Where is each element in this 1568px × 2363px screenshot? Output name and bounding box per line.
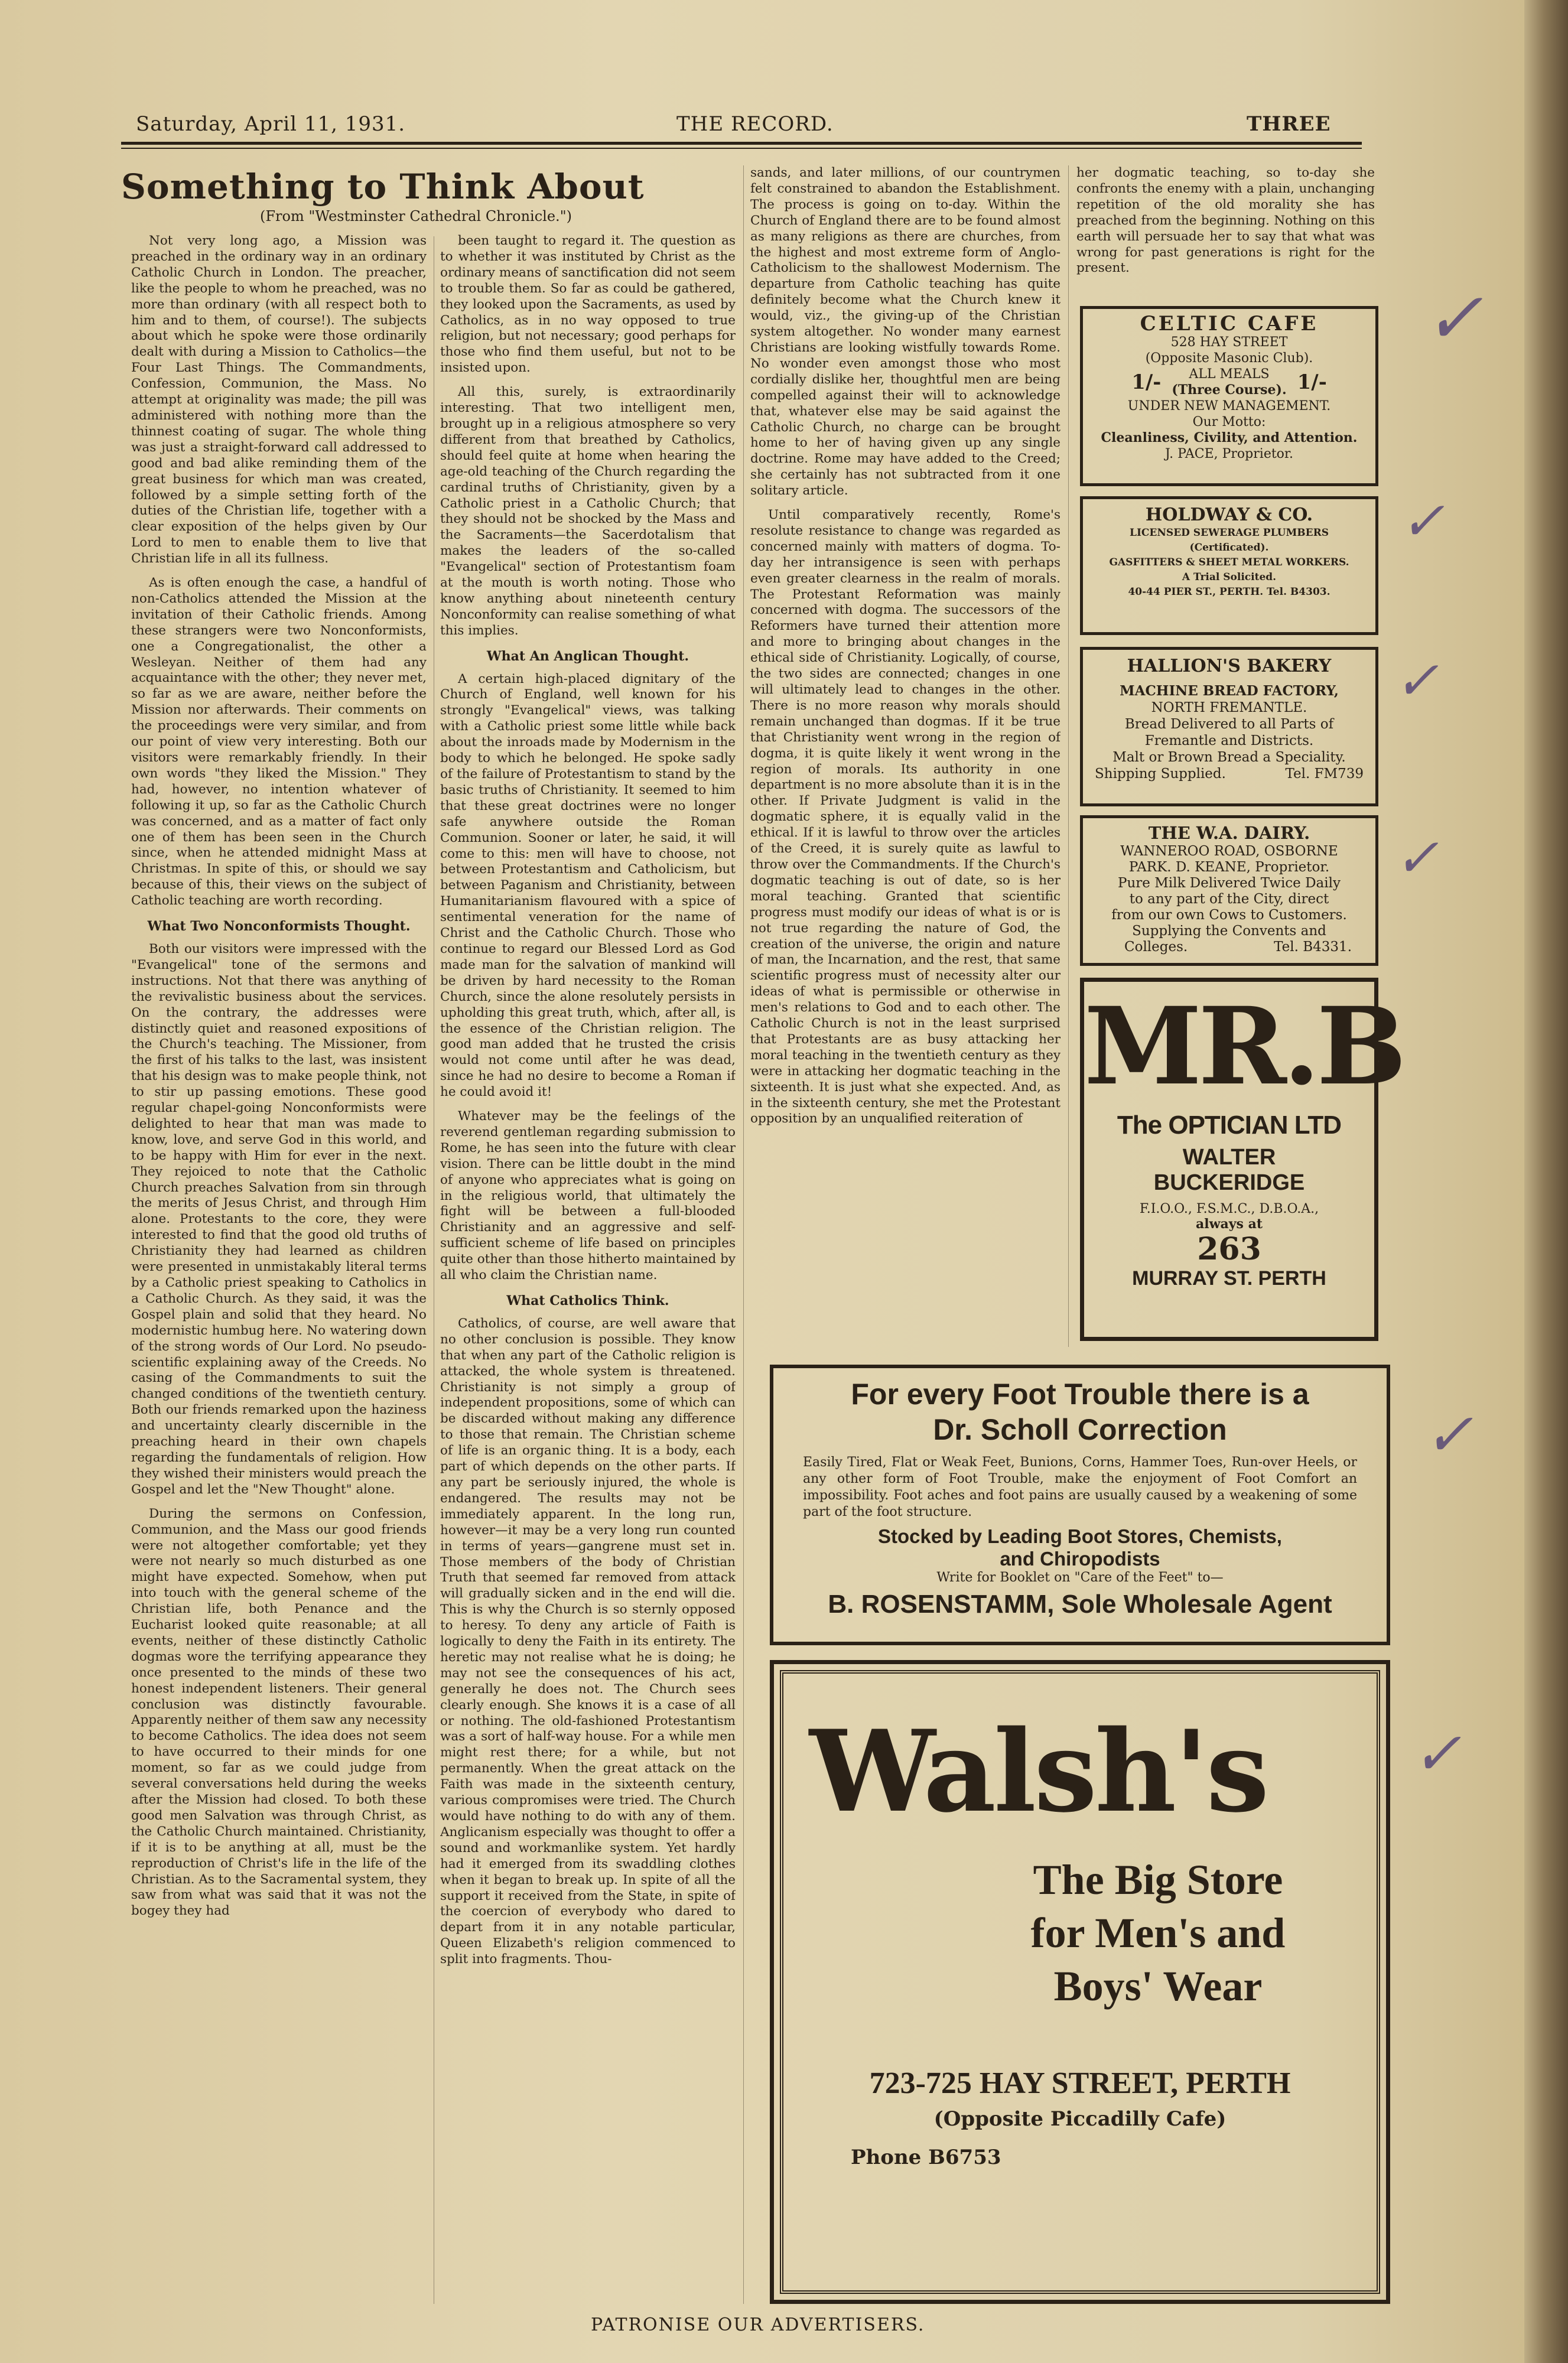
- pencil-check-mark: ✓: [1424, 1400, 1473, 1469]
- ad-line: (Opposite Piccadilly Cafe): [933, 2107, 1227, 2131]
- header-rule-thin: [121, 148, 1362, 149]
- ad-line: WALTER: [1182, 1145, 1276, 1170]
- ad-phone: Tel. B4331.: [1274, 939, 1352, 955]
- ad-price: 1/-: [1297, 370, 1327, 394]
- ad-line: MURRAY ST. PERTH: [1132, 1267, 1326, 1290]
- article-column-4: [1076, 165, 1375, 298]
- section-heading: What Two Nonconformists Thought.: [147, 919, 411, 935]
- issue-date: Saturday, April 11, 1931.: [136, 112, 406, 136]
- column-divider: [1068, 165, 1069, 1347]
- ad-line: Shipping Supplied.: [1095, 766, 1226, 782]
- ad-line: to any part of the City, direct: [1129, 891, 1329, 907]
- ad-line: Pure Milk Delivered Twice Daily: [1118, 875, 1341, 891]
- article-source: (From "Westminster Cathedral Chronicle."): [260, 208, 572, 224]
- ad-line: The Big Store: [1033, 1856, 1283, 1903]
- article-title: Something to Think About: [121, 167, 645, 207]
- ad-mr-b-optician: [1080, 978, 1403, 1341]
- ad-dr-scholl: [770, 1365, 1390, 1645]
- ad-walshs: [770, 1660, 1390, 2304]
- ad-line: 263: [1197, 1231, 1261, 1267]
- ad-line: PARK. D. KEANE, Proprietor.: [1128, 860, 1330, 875]
- paragraph: been taught to regard it. The question as to whether it was instituted by Christ as the ordinary means of sanctification did not seem to trouble them. So far as could be gathered, they looked upon the Sacraments, as used by Catholics, as in no way opposed to true religion, but not necessary; good perhaps for those who find them useful, but not to be insisted upon.: [440, 233, 736, 376]
- paragraph: As is often enough the case, a handful of non-Catholics attended the Mission at the invitation of their Catholic friends. Among these strangers were two Nonconformists, one a Congregationalist, the other a Wesleyan. Neither of them had any acquaintance with the other; they never met, so far as we are aware, neither before the Mission nor afterwards. Their comments on the proceedings were very similar, and from our point of view very interesting. Both our visitors were remarkably friendly. In their own words "they liked the Mission." They had, however, no intention whatever of following it up, so far as the Catholic Church was concerned, and as a matter of fact only one of them has been seen in the Church since, when he attended midnight Mass at Christmas. In spite of this, or should we say because of this, their views on the subject of Catholic teaching are worth recording.: [131, 575, 427, 909]
- ad-line: (Three Course).: [1172, 382, 1287, 398]
- pencil-check-mark: ✓: [1394, 827, 1439, 889]
- paragraph: Not very long ago, a Mission was preached in the ordinary way in an ordinary Catholic Church in London. The preacher, like the people to whom he preached, was no more than ordinary (with all respect both to him and to them, of course!). The subjects about which he spoke were those ordinarily dealt with during a Mission to Catholics—the Four Last Things. The Commandments, Confession, Communion, the Mass. No attempt at originality was made; the pill was administered with nothing more than the thinnest coating of sugar. The whole thing was just a straight-forward call addressed to good and bad alike reminding them of the great business for which man was created, followed by a simple setting forth of the duties of the Christian life, together with a clear exposition of the helps given by Our Lord to men to enable them to live that Christian life in all its fullness.: [131, 233, 427, 567]
- ad-line: F.I.O.O., F.S.M.C., D.B.O.A.,: [1139, 1202, 1319, 1216]
- ad-title: For every Foot Trouble there is a: [851, 1378, 1309, 1411]
- article-column-3: [750, 165, 1060, 1356]
- header-rule: [121, 142, 1362, 145]
- paragraph: Whatever may be the feelings of the reverend gentleman regarding submission to Rome, he has seen into the future with clear vision. There can be little doubt in the mind of anyone who appreciates what is going on in the religious world, that ultimately the fight will be between a full-blooded Christianity and an aggressive and self-sufficient scheme of life based on principles quite other than those hitherto maintained by all who claim the Christian name.: [440, 1109, 736, 1283]
- ad-title: HOLDWAY & CO.: [1145, 505, 1313, 525]
- ad-line: GASFITTERS & SHEET METAL WORKERS.: [1109, 556, 1349, 568]
- paragraph: During the sermons on Confession, Communion, and the Mass our good friends were not altogether comfortable; yet they were not nearly so much disturbed as one might have expected. Somehow, when put into touch with the general scheme of the Christian life, both Penance and the Eucharist looked quite reasonable; at all events, neither of these distinctly Catholic dogmas wore the terrifying appearance they once presented to the minds of these two honest independent listeners. Their general conclusion was distinctly favourable. Apparently neither of them saw any necessity to become Catholics. The idea does not seem to have occurred to their minds for one moment, so far as we could judge from several conversations held during the weeks after the Mission had closed. To both these good men Salvation was through Christ, as the Catholic Church maintained. Christianity, if it is to be anything at all, must be the reproduction of Christ's life in the life of the Christian. As to the Sacramental system, they saw from what was said that it was not the bogey they had: [131, 1506, 427, 1919]
- ad-line: BUCKERIDGE: [1153, 1170, 1305, 1195]
- ad-line: ALL MEALS: [1189, 367, 1270, 382]
- ad-wa-dairy: [1080, 815, 1378, 966]
- page-number: THREE: [1247, 112, 1331, 136]
- ad-line: Our Motto:: [1192, 415, 1266, 429]
- pencil-check-mark: ✓: [1412, 1719, 1462, 1788]
- ad-line: NORTH FREMANTLE.: [1151, 700, 1307, 715]
- ad-line: 40-44 PIER ST., PERTH. Tel. B4303.: [1128, 586, 1330, 598]
- ad-holdway: [1080, 496, 1378, 635]
- paragraph: sands, and later millions, of our countrymen felt constrained to abandon the Establishment. The process is going on to-day. Within the Church of England there are to be found almost as many religions as there are churches, from the highest and most extreme form of Anglo-Catholicism to the shallowest Modernism. The departure from Catholic teaching has quite definitely become what the Church knew it would, viz., the giving-up of the Christian system altogether. No wonder many earnest Christians are looking wistfully towards Rome. No wonder even amongst those who most cordially dislike her, thoughtful men are being compelled against their will to acknowledge that, whatever else may be said against the Catholic Church, no charge can be brought home to her of having given up any single doctrine. Rome may have added to the Creed; she certainly has not subtracted from it one solitary article.: [750, 165, 1060, 499]
- ad-line: Cleanliness, Civility, and Attention.: [1101, 430, 1358, 445]
- ad-line: (Certificated).: [1189, 542, 1269, 554]
- page-footer: PATRONISE OUR ADVERTISERS.: [591, 2315, 925, 2335]
- ad-title: THE W.A. DAIRY.: [1148, 823, 1310, 843]
- pencil-check-mark: ✓: [1400, 490, 1445, 552]
- ad-line: UNDER NEW MANAGEMENT.: [1127, 399, 1331, 414]
- ad-line: A Trial Solicited.: [1182, 571, 1277, 583]
- ad-line: B. ROSENSTAMM, Sole Wholesale Agent: [828, 1590, 1332, 1619]
- ad-line: J. PACE, Proprietor.: [1164, 447, 1294, 461]
- ad-line: Bread Delivered to all Parts of: [1124, 717, 1334, 732]
- article-column-1: [131, 233, 427, 2304]
- ad-body: Easily Tired, Flat or Weak Feet, Bunions, Corns, Hammer Toes, Run-over Heels, or any other form of Foot Trouble, make the enjoyment of Foot Comfort an impossibility. Foot aches and foot pains are usually caused by a weakening of some part of the foot structure.: [803, 1455, 1357, 1519]
- ad-logo-text: Walsh's: [809, 1705, 1267, 1837]
- ad-slogan: [1010, 1853, 1306, 2013]
- section-heading: What An Anglican Thought.: [486, 648, 689, 664]
- ad-phone: Tel. FM739: [1285, 766, 1364, 782]
- ad-line: The OPTICIAN LTD: [1117, 1111, 1342, 1140]
- paragraph: All this, surely, is extraordinarily interesting. That two intelligent men, brought up in a religious atmosphere so very different from that breathed by Catholics, should feel quite at home when hearing the age-old teaching of the Church regarding the cardinal truths of Christianity, given by a Catholic priest in a Catholic Church; that they should not be shocked by the Mass and the Sacraments—the Sacerdotalism that makes the leaders of the so-called "Evangelical" section of Protestantism foam at the mouth is worth noting. Those who know anything about nineteenth century Nonconformity can realise something of what this implies.: [440, 385, 736, 638]
- paragraph: her dogmatic teaching, so to-day she confronts the enemy with a plain, unchanging repetition of the old morality she has preached from the beginning. Nothing on this earth will persuade her to say that what was wrong for past generations is right for the present.: [1076, 165, 1375, 276]
- ad-line: for Men's and: [1030, 1909, 1286, 1957]
- ad-title: CELTIC CAFE: [1140, 312, 1319, 336]
- pencil-check-mark: ✓: [1394, 650, 1439, 712]
- paragraph: Until comparatively recently, Rome's resolute resistance to change was regarded as concerned mainly with matters of dogma. To-day her intransigence is seen with perhaps even greater clearness in the realm of morals. The Protestant Reformation was mainly concerned with dogma. The successors of the Reformers have turned their attention more and more to bringing about changes in the ethical side of Christianity. Logically, of course, the two sides are connected; changes in one will ultimately lead to changes in the other. There is no more reason why morals should remain unchanged than dogmas. If it be true that Christianity went wrong in the region of dogma, it is quite likely it went wrong in the region of morals. Its authority in one department is no more absolute than it is in the other. If Private Judgment is valid in the dogmatic sphere, it is equally valid in the ethical. If it is lawful to throw over the articles of the Creed, it is surely quite as lawful to throw over the Commandments. If the Church's dogmatic teaching is out of date, so is her moral teaching. Granted that scientific progress must modify our ideas of what is or is not true regarding the nature of God, the creation of the universe, the origin and nature of man, the Incarnation, and the rest, that same scientific progress must of necessity alter our ideas of what is permissible or otherwise in men's relations to God and to each other. The Catholic Church is not in the least surprised that Protestants are as busy attacking her moral teaching in the twentieth century as they were in attacking her dogmatic teaching in the sixteenth. It is just what she expected. And, as in the sixteenth century, she met the Protestant opposition by an unqualified reiteration of: [750, 507, 1060, 1127]
- pencil-check-mark: ✓: [1424, 278, 1484, 360]
- masthead-name: THE RECORD.: [676, 112, 834, 136]
- ad-address: 723-725 HAY STREET, PERTH: [869, 2066, 1291, 2100]
- ad-line: Stocked by Leading Boot Stores, Chemists,: [878, 1525, 1282, 1547]
- ad-price: 1/-: [1131, 370, 1162, 394]
- ad-line: (Opposite Masonic Club).: [1145, 351, 1313, 366]
- ad-line: Colleges.: [1124, 939, 1188, 955]
- article-column-2: [440, 233, 736, 2304]
- ad-hallions-bakery: [1080, 647, 1378, 806]
- paragraph: Both our visitors were impressed with the "Evangelical" tone of the sermons and instructions. Not that there was anything of the revivalistic business about the services. On the contrary, the addresses were distinctly quiet and reasoned expositions of the Church's teaching. The Missioner, from the first of his talks to the last, was insistent that his design was to make people think, not to stir up passing emotions. These good regular chapel-going Nonconformists were delighted to hear that man was made to know, love, and serve God in this world, and to be happy with Him for ever in the next. They rejoiced to note that the Catholic Church preaches Salvation from sin through the merits of Jesus Christ, and through Him alone. Protestants to the core, they were interested to find that the good old truths of Christianity they had learned as children were presented in unmistakably literal terms by a Catholic priest speaking to Catholics in a Catholic Church. As they said, it was the Gospel plain and solid that they heard. No modernistic humbug here. No watering down of the strong words of Our Lord. No pseudo-scientific explaining away of the Creeds. No casing of the Commandments to suit the changed conditions of the twentieth century. Both our friends remarked upon the haziness and uncertainty clearly discernible in the preaching heard in their own chapels regarding the fundamentals of religion. How they wished their ministers would preach the Gospel and let the "New Thought" alone.: [131, 941, 427, 1497]
- ad-logo-text: MR.B: [1084, 984, 1403, 1109]
- ad-title: HALLION'S BAKERY: [1127, 656, 1332, 676]
- column-divider: [743, 165, 744, 2304]
- ad-line: MACHINE BREAD FACTORY,: [1120, 683, 1339, 699]
- ad-line: LICENSED SEWERAGE PLUMBERS: [1129, 527, 1329, 539]
- binding-spine: [1524, 0, 1568, 2363]
- ad-title: Dr. Scholl Correction: [933, 1413, 1227, 1446]
- ad-line: always at: [1195, 1216, 1263, 1232]
- paragraph: Catholics, of course, are well aware that no other conclusion is possible. They know that when any part of the Catholic religion is attacked, the whole system is threatened. Christianity is not simply a group of independent propositions, some of which can be discarded without making any difference to those that remain. The Christian scheme of life is an organic thing. It is a body, each part of which depends on the other parts. If any part be seriously injured, the whole is endangered. The results may not be immediately apparent. In the long run, however—it may be a very long run counted in terms of years—gangrene must set in. Those members of the body of Christian Truth that seemed far removed from attack will gradually sicken and in the end will die. This is why the Church is so sternly opposed to heresy. To deny any article of Faith is logically to deny the Faith in its entirety. The heretic may not realise what he is doing; he may not see the consequences of his act, generally he does not. The Church sees clearly enough. She knows it is a case of all or nothing. The old-fashioned Protestantism was a sort of half-way house. For a while men might rest there; for a while, but not permanently. When the great attack on the Faith was made in the sixteenth century, various compromises were tried. The Church would have nothing to do with any of them. Anglicanism especially was thought to offer a sound and workmanlike system. Yet hardly had it emerged from its swaddling clothes when it began to break up. In spite of all the support it received from the State, in spite of the coercion of everybody who dared to depart from it in any notable particular, Queen Elizabeth's religion commenced to split into fragments. Thou-: [440, 1316, 736, 1967]
- paragraph: A certain high-placed dignitary of the Church of England, well known for his strongly "Evangelical" views, was talking with a Catholic priest some little while back about the inroads made by Modernism in the body to which he belonged. He spoke sadly of the failure of Protestantism to stand by the basic truths of Christianity. It seemed to him that these great doctrines were no longer safe anywhere outside the Roman Communion. Sooner or later, he said, it will come to this: men will have to choose, not between Protestantism and Catholicism, but between Paganism and Christianity, between Humanitarianism flavoured with a spice of sentimental veneration for the name of Christ and the Catholic Church. Those who continue to regard our Blessed Lord as God made man for the salvation of mankind will be driven by hard necessity to the Roman Church, since the alone resolutely persists in upholding this great truth, which, after all, is the essence of the Christian religion. The good man added that he trusted the crisis would not come until after he was dead, since he had no desire to become a Roman if he could avoid it!: [440, 671, 736, 1100]
- ad-celtic-cafe: [1080, 306, 1378, 486]
- ad-line: Supplying the Convents and: [1132, 923, 1326, 939]
- ad-line: Write for Booklet on "Care of the Feet" to—: [936, 1570, 1224, 1585]
- ad-line: Malt or Brown Bread a Speciality.: [1112, 750, 1346, 765]
- ad-phone: Phone B6753: [851, 2146, 1001, 2169]
- ad-line: WANNEROO ROAD, OSBORNE: [1120, 844, 1338, 859]
- ad-line: and Chiropodists: [1000, 1548, 1160, 1570]
- section-heading: What Catholics Think.: [506, 1293, 669, 1309]
- ad-line: 528 HAY STREET: [1170, 335, 1288, 350]
- ad-line: Boys' Wear: [1053, 1962, 1263, 2010]
- ad-line: from our own Cows to Customers.: [1111, 907, 1347, 923]
- ad-line: Fremantle and Districts.: [1144, 733, 1314, 748]
